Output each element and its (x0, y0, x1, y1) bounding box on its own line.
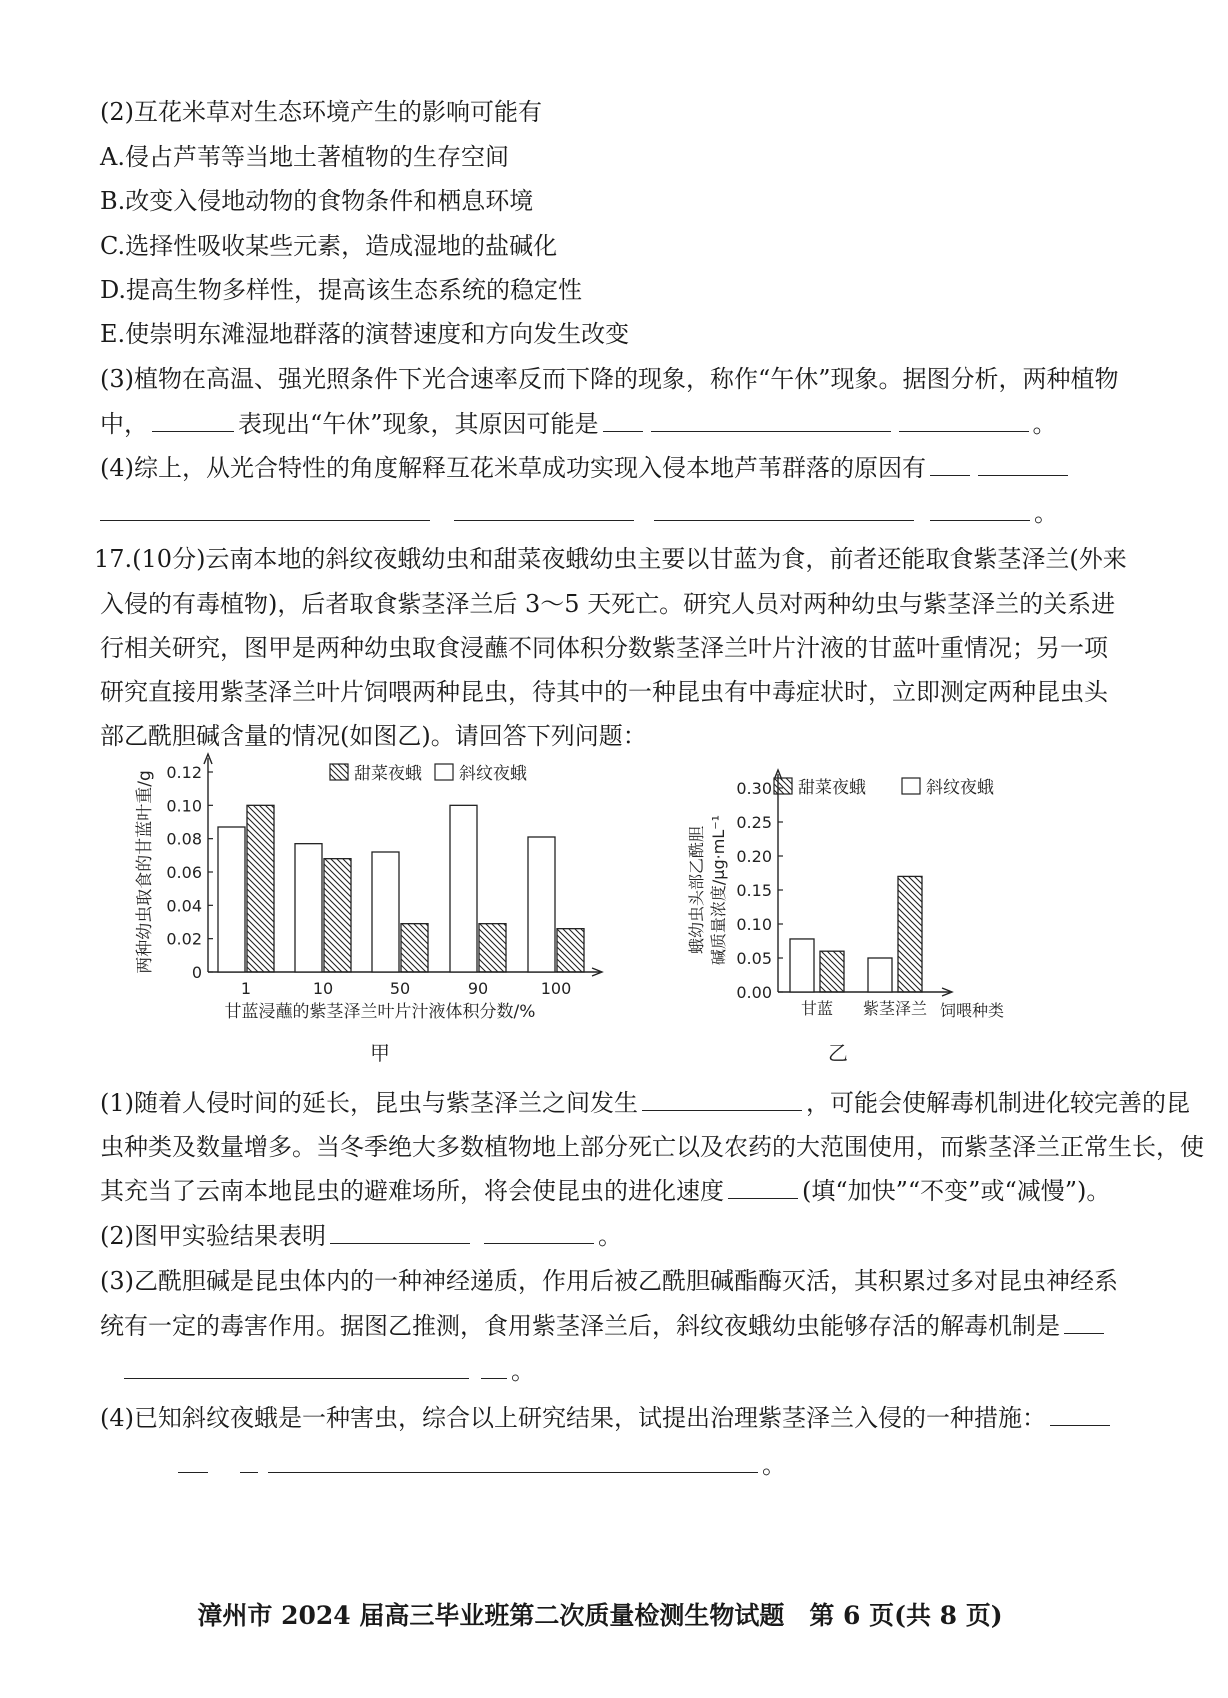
x-tick-label: 50 (389, 979, 411, 998)
answer-blank[interactable] (330, 1221, 470, 1244)
chart-caption: 乙 (828, 1041, 848, 1065)
answer-blank[interactable] (481, 1356, 507, 1379)
q17-sub4-line1 (100, 1402, 1150, 1434)
chart-jia (130, 760, 650, 1080)
q17-sub1-line3 (100, 1175, 1150, 1207)
q17-sub1-line2: 虫种类及数量增多。当冬季绝大多数植物地上部分死亡以及农药的大范围使用，而紫茎泽兰正常生长，使 (100, 1133, 1204, 1161)
bar-斜纹夜蛾 (372, 852, 399, 972)
bar-甜菜夜蛾 (820, 951, 844, 992)
bar-甜菜夜蛾 (247, 805, 274, 972)
answer-blank[interactable] (1064, 1311, 1104, 1334)
legend-label: 斜纹夜蛾 (926, 778, 994, 798)
period: 。 (598, 1222, 622, 1250)
q16-option-a: A.侵占芦苇等当地土著植物的生存空间 (100, 143, 509, 171)
q17-sub1-text-d: (填“加快”“不变”或“减慢”)。 (802, 1177, 1111, 1205)
y-axis-label: 两种幼虫取食的甘蓝叶重/g (135, 770, 155, 974)
y-tick-label: 0.06 (166, 863, 202, 882)
q17-sub3-text: 统有一定的毒害作用。据图乙推测，食用紫茎泽兰后，斜纹夜蛾幼虫能够存活的解毒机制是 (100, 1312, 1060, 1340)
y-tick-label: 0.00 (736, 983, 772, 1002)
bar-甜菜夜蛾 (557, 929, 584, 972)
answer-blank[interactable] (930, 453, 970, 476)
y-tick-label: 0.04 (166, 896, 202, 916)
q17-intro-line2: 入侵的有毒植物)，后者取食紫茎泽兰后 3～5 天死亡。研究人员对两种幼虫与紫茎泽兰的关系进 (100, 590, 1116, 618)
q16-part4-line2 (100, 497, 1150, 529)
q17-sub1-text-b: ，可能会使解毒机制进化较完善的昆 (806, 1089, 1190, 1117)
page-footer: 漳州市 2024 届高三毕业班第二次质量检测生物试题 第 6 页(共 8 页) (197, 1601, 1003, 1630)
q17-intro-line3: 行相关研究，图甲是两种幼虫取食浸蘸不同体积分数紫茎泽兰叶片汁液的甘蓝叶重情况；另一项 (100, 634, 1108, 662)
answer-blank[interactable] (152, 409, 234, 432)
q16-option-b: B.改变入侵地动物的食物条件和栖息环境 (100, 187, 534, 215)
y-axis-label-line1: 蛾幼虫头部乙酰胆 (687, 825, 706, 955)
y-axis-label-line2: 碱质量浓度/μg·mL⁻¹ (709, 814, 728, 966)
y-tick-label: 0.15 (736, 881, 772, 900)
answer-blank[interactable] (1050, 1403, 1110, 1426)
bar-斜纹夜蛾 (868, 958, 892, 992)
q17-sub1-text-c: 其充当了云南本地昆虫的避难场所，将会使昆虫的进化速度 (100, 1177, 724, 1205)
y-tick-label: 0.12 (166, 763, 202, 782)
legend-label: 甜菜夜蛾 (798, 778, 866, 798)
chart-caption: 甲 (370, 1041, 390, 1065)
x-axis-label: 饲喂种类 (940, 1001, 1005, 1020)
bar-斜纹夜蛾 (218, 827, 245, 972)
q16-part4-line1 (100, 452, 1150, 484)
q16-part4-text: (4)综上，从光合特性的角度解释互花米草成功实现入侵本地芦苇群落的原因有 (100, 454, 926, 482)
q17-sub2-text: (2)图甲实验结果表明 (100, 1222, 326, 1250)
answer-blank[interactable] (651, 409, 891, 432)
legend-swatch-open (902, 778, 920, 794)
x-tick-label: 100 (540, 979, 572, 998)
answer-blank[interactable] (899, 409, 1029, 432)
q16-part3-line2 (100, 408, 1150, 440)
bar-甜菜夜蛾 (324, 859, 351, 972)
answer-blank[interactable] (240, 1450, 258, 1473)
q17-sub4-text: (4)已知斜纹夜蛾是一种害虫，综合以上研究结果，试提出治理紫茎泽兰入侵的一种措施： (100, 1404, 1046, 1432)
period: 。 (762, 1451, 786, 1479)
y-tick-label: 0.25 (736, 813, 772, 832)
answer-blank[interactable] (654, 498, 914, 521)
q17-intro-line1: 17.(10分)云南本地的斜纹夜蛾幼虫和甜菜夜蛾幼虫主要以甘蓝为食，前者还能取食紫茎泽兰(外来 (94, 545, 1127, 573)
y-tick-label: 0.30 (736, 779, 772, 798)
bar-甜菜夜蛾 (401, 924, 428, 972)
q17-sub3-line3 (124, 1355, 1174, 1387)
answer-blank[interactable] (642, 1088, 802, 1111)
y-tick-label: 0.02 (166, 929, 202, 949)
x-tick-label: 甘蓝 (800, 999, 834, 1018)
q16-part3-text-b: 表现出“午休”现象，其原因可能是 (238, 410, 599, 438)
legend-swatch-hatched (330, 764, 348, 780)
q16-option-e: E.使崇明东滩湿地群落的演替速度和方向发生改变 (100, 320, 630, 348)
q17-sub1-text-a: (1)随着人侵时间的延长，昆虫与紫茎泽兰之间发生 (100, 1089, 638, 1117)
bar-甜菜夜蛾 (479, 924, 506, 972)
q16-option-c: C.选择性吸收某些元素，造成湿地的盐碱化 (100, 232, 558, 260)
x-tick-label: 1 (240, 979, 252, 998)
answer-blank[interactable] (100, 498, 430, 521)
period: 。 (1032, 410, 1057, 438)
bar-斜纹夜蛾 (790, 939, 814, 992)
x-axis-label: 甘蓝浸蘸的紫茎泽兰叶片汁液体积分数/% (224, 1002, 536, 1022)
answer-blank[interactable] (178, 1450, 208, 1473)
x-tick-label: 90 (467, 979, 489, 998)
q17-sub3-line1: (3)乙酰胆碱是昆虫体内的一种神经递质，作用后被乙酰胆碱酯酶灭活，其积累过多对昆虫神经系 (100, 1267, 1118, 1295)
answer-blank[interactable] (930, 498, 1030, 521)
y-tick-label: 0.05 (736, 949, 772, 968)
q16-part3-text-a: 中， (100, 410, 148, 438)
legend-label: 甜菜夜蛾 (354, 764, 422, 784)
y-tick-label: 0.20 (736, 847, 772, 866)
answer-blank[interactable] (124, 1356, 469, 1379)
bar-甜菜夜蛾 (898, 876, 922, 992)
q17-intro-line5: 部乙酰胆碱含量的情况(如图乙)。请回答下列问题： (100, 722, 647, 750)
x-tick-label: 紫茎泽兰 (862, 999, 928, 1018)
answer-blank[interactable] (268, 1450, 758, 1473)
bar-斜纹夜蛾 (450, 805, 477, 972)
chart-yi (687, 760, 1130, 1080)
y-tick-label: 0.10 (166, 796, 202, 816)
y-tick-label: 0.10 (736, 915, 772, 934)
q16-option-d: D.提高生物多样性，提高该生态系统的稳定性 (100, 276, 583, 304)
legend-swatch-open (435, 764, 453, 780)
period: 。 (1034, 499, 1058, 527)
q17-sub4-line2 (178, 1449, 1228, 1481)
legend-label: 斜纹夜蛾 (459, 764, 527, 784)
answer-blank[interactable] (454, 498, 634, 521)
legend-swatch-hatched (774, 778, 792, 794)
answer-blank[interactable] (603, 409, 643, 432)
x-tick-label: 10 (312, 979, 334, 998)
q17-sub1-line1 (100, 1087, 1190, 1119)
bar-斜纹夜蛾 (295, 844, 322, 972)
answer-blank[interactable] (978, 453, 1068, 476)
y-tick-label: 0 (191, 963, 202, 982)
q17-sub3-line2 (100, 1310, 1150, 1342)
period: 。 (511, 1357, 535, 1385)
q16-part2: (2)互花米草对生态环境产生的影响可能有 (100, 98, 542, 126)
y-tick-label: 0.08 (166, 829, 202, 849)
answer-blank[interactable] (484, 1221, 594, 1244)
q17-sub2 (100, 1220, 1150, 1252)
answer-blank[interactable] (728, 1176, 798, 1199)
q17-intro-line4: 研究直接用紫茎泽兰叶片饲喂两种昆虫，待其中的一种昆虫有中毒症状时，立即测定两种昆虫头 (100, 678, 1108, 706)
q16-part3-line1: (3)植物在高温、强光照条件下光合速率反而下降的现象，称作“午休”现象。据图分析，两种植物 (100, 365, 1119, 393)
bar-斜纹夜蛾 (528, 837, 555, 972)
